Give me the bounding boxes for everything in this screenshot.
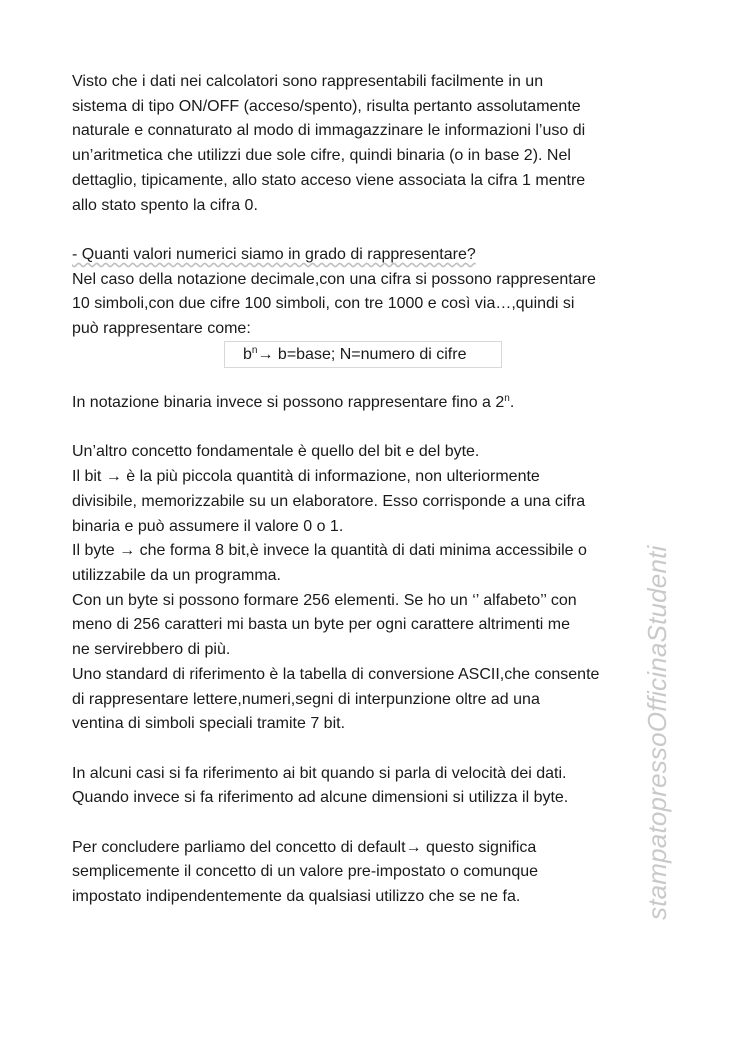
text-line: sistema di tipo ON/OFF (acceso/spento), risulta pertanto assolutamente [72, 97, 581, 115]
text-line: Il bit → è la più piccola quantità di informazione, non ulteriormente [72, 468, 540, 486]
paragraph-gap [72, 218, 672, 243]
text-line: impostato indipendentemente da qualsiasi utilizzo che se ne fa. [72, 888, 521, 906]
text-line: Per concludere parliamo del concetto di default→ questo significa [72, 838, 537, 856]
formula-description: → b=base; N=numero di cifre [257, 345, 467, 363]
text-line: Uno standard di riferimento è la tabella di conversione ASCII,che consente [72, 665, 600, 683]
text-line: divisibile, memorizzabile su un elaboratore. Esso corrisponde a una cifra [72, 492, 586, 510]
decimal-paragraph [72, 268, 672, 342]
speed-paragraph [72, 762, 672, 811]
text-line: ne servirebbero di più. [72, 641, 231, 659]
document-body [72, 70, 672, 910]
paragraph-gap [72, 366, 672, 391]
text-line: Nel caso della notazione decimale,con una cifra si possono rappresentare [72, 270, 596, 288]
text-line: dettaglio, tipicamente, allo stato acceso viene associata la cifra 1 mentre [72, 171, 586, 189]
text-line: Il byte → che forma 8 bit,è invece la quantità di dati minima accessibile o [72, 542, 587, 560]
text-line: meno di 256 caratteri mi basta un byte per ogni carattere altrimenti me [72, 616, 571, 634]
watermark-text: stampatopressoOfficinaStudenti [642, 545, 672, 920]
binary-end: . [509, 394, 515, 412]
formula-box [224, 341, 502, 368]
text-line: un’aritmetica che utilizzi due sole cifre, quindi binaria (o in base 2). Nel [72, 147, 571, 165]
formula-base: b [243, 345, 252, 363]
binary-exponent: n [504, 393, 510, 405]
text-line: Un’altro concetto fondamentale è quello del bit e del byte. [72, 443, 480, 461]
text-line: utilizzabile da un programma. [72, 567, 281, 584]
text-line: 10 simboli,con due cifre 100 simboli, con tre 1000 e così via…,quindi si [72, 295, 575, 313]
text-line: semplicemente il concetto di un valore pre-impostato o comunque [72, 863, 539, 881]
formula-exponent: n [251, 344, 258, 356]
text-line: Con un byte si possono formare 256 elementi. Se ho un ‘’ alfabeto’’ con [72, 591, 577, 609]
intro-paragraph [72, 70, 672, 218]
bit-byte-paragraph [72, 440, 672, 736]
formula-row [72, 342, 672, 367]
text-line: può rappresentare come: [72, 320, 251, 338]
text-line: naturale e connaturato al modo di immagazzinare le informazioni l’uso di [72, 122, 586, 140]
paragraph-gap [72, 416, 672, 441]
text-line: Quando invece si fa riferimento ad alcune dimensioni si utilizza il byte. [72, 789, 569, 807]
text-line: di rappresentare lettere,numeri,segni di interpunzione oltre ad una [72, 690, 540, 708]
question-text: - Quanti valori numerici siamo in grado di rappresentare? [72, 245, 476, 263]
text-line: Visto che i dati nei calcolatori sono rappresentabili facilmente in un [72, 73, 544, 90]
paragraph-gap [72, 811, 672, 836]
text-line: binaria e può assumere il valore 0 o 1. [72, 517, 344, 535]
text-line: ventina di simboli speciali tramite 7 bit. [72, 715, 346, 733]
default-paragraph [72, 836, 672, 910]
paragraph-gap [72, 737, 672, 762]
text-line: allo stato spento la cifra 0. [72, 196, 258, 214]
binary-text: In notazione binaria invece si possono rappresentare fino a 2 [72, 394, 505, 412]
binary-paragraph [72, 391, 672, 416]
section-question [72, 243, 672, 268]
text-line: In alcuni casi si fa riferimento ai bit quando si parla di velocità dei dati. [72, 764, 567, 782]
